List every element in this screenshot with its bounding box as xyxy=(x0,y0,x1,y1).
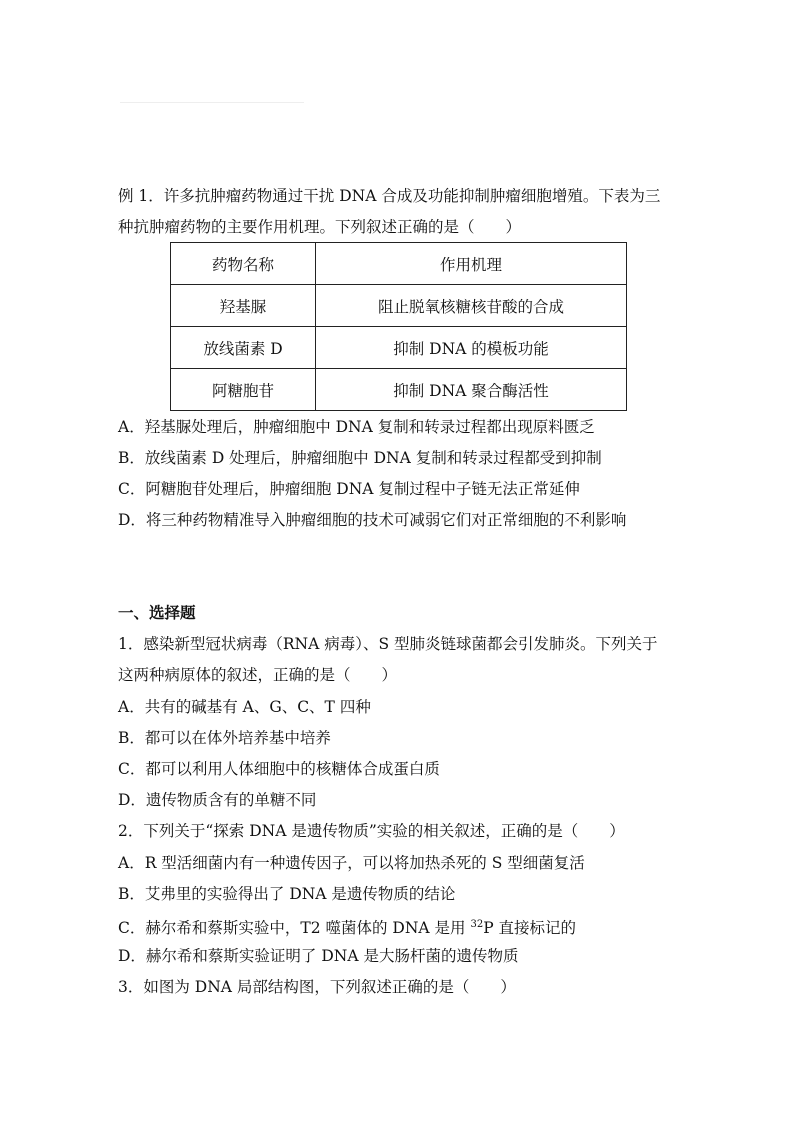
table-header-cell: 药物名称 xyxy=(171,243,316,285)
q1-option-d: D．遗传物质含有的单糖不同 xyxy=(118,791,317,809)
example-option-a: A．羟基脲处理后，肿瘤细胞中 DNA 复制和转录过程都出现原料匮乏 xyxy=(118,418,595,436)
q1-stem-line-2: 这两种病原体的叙述，正确的是（ ） xyxy=(118,666,398,684)
example-stem-line-1: 例 1．许多抗肿瘤药物通过干扰 DNA 合成及功能抑制肿瘤细胞增殖。下表为三 xyxy=(118,187,661,205)
table-cell: 羟基脲 xyxy=(171,285,316,327)
example-option-d: D．将三种药物精准导入肿瘤细胞的技术可减弱它们对正常细胞的不利影响 xyxy=(118,511,627,529)
q2-stem: 2．下列关于“探索 DNA 是遗传物质”实验的相关叙述，正确的是（ ） xyxy=(118,822,625,840)
example-stem-line-2: 种抗肿瘤药物的主要作用机理。下列叙述正确的是（ ） xyxy=(118,218,522,236)
q2-option-b: B．艾弗里的实验得出了 DNA 是遗传物质的结论 xyxy=(118,885,456,903)
q2-option-c xyxy=(118,915,576,938)
table-row xyxy=(171,285,627,327)
example-option-c: C．阿糖胞苷处理后，肿瘤细胞 DNA 复制过程中子链无法正常延伸 xyxy=(118,480,580,498)
isotope-superscript: 32 xyxy=(470,919,484,930)
table-row xyxy=(171,327,627,369)
q2-option-a: A．R 型活细菌内有一种遗传因子，可以将加热杀死的 S 型细菌复活 xyxy=(118,854,585,872)
q1-stem-line-1: 1．感染新型冠状病毒（RNA 病毒）、S 型肺炎链球菌都会引发肺炎。下列关于 xyxy=(118,635,658,653)
q2-option-d: D．赫尔希和蔡斯实验证明了 DNA 是大肠杆菌的遗传物质 xyxy=(118,947,519,965)
table-cell: 抑制 DNA 的模板功能 xyxy=(316,327,627,369)
table-cell: 阿糖胞苷 xyxy=(171,369,316,411)
table-header-row xyxy=(171,243,627,285)
example-option-b: B．放线菌素 D 处理后，肿瘤细胞中 DNA 复制和转录过程都受到抑制 xyxy=(118,449,602,467)
q2-option-c-text-end: P 直接标记的 xyxy=(483,919,577,938)
table-header-cell: 作用机理 xyxy=(316,243,627,285)
header-rule xyxy=(120,102,304,103)
q3-stem: 3．如图为 DNA 局部结构图，下列叙述正确的是（ ） xyxy=(118,978,516,996)
table-row xyxy=(171,369,627,411)
q1-option-a: A．共有的碱基有 A、G、C、T 四种 xyxy=(118,698,371,716)
q1-option-b: B．都可以在体外培养基中培养 xyxy=(118,729,331,747)
table-cell: 放线菌素 D xyxy=(171,327,316,369)
q2-option-c-text: C．赫尔希和蔡斯实验中，T2 噬菌体的 DNA 是用 xyxy=(118,919,471,938)
section-title: 一、选择题 xyxy=(118,603,196,622)
table-cell: 抑制 DNA 聚合酶活性 xyxy=(316,369,627,411)
drug-mechanism-table xyxy=(170,242,627,411)
table-cell: 阻止脱氧核糖核苷酸的合成 xyxy=(316,285,627,327)
q1-option-c: C．都可以利用人体细胞中的核糖体合成蛋白质 xyxy=(118,760,440,778)
